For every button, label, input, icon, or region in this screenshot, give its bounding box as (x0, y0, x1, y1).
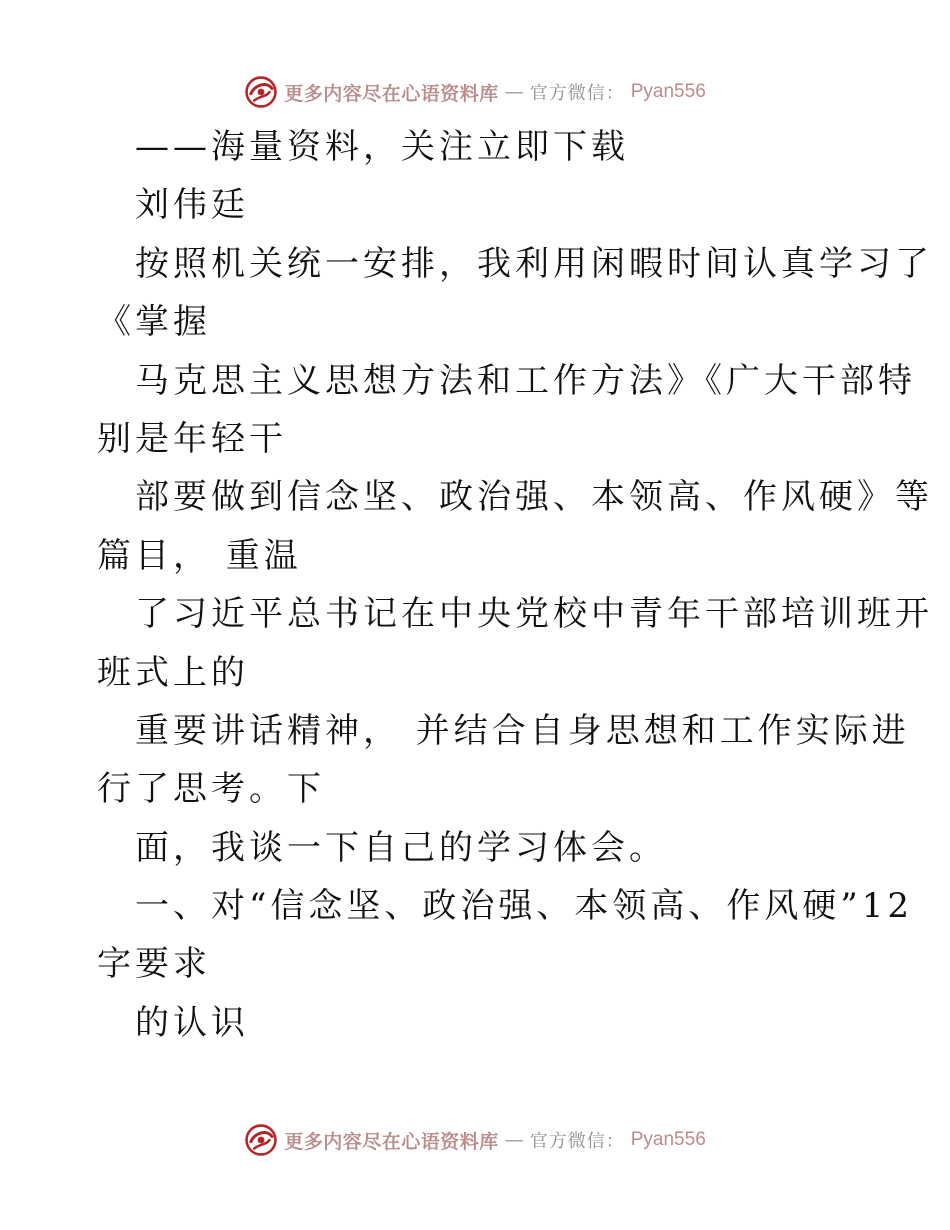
banner-wechat-id: Pyan556 (630, 1129, 706, 1150)
text-line: 刘伟廷 (135, 185, 249, 226)
header-watermark-banner (0, 70, 950, 114)
banner-main-text: 更多内容尽在心语资料库 (284, 1130, 499, 1153)
text-line: 班式上的 (97, 652, 249, 693)
banner-content (244, 75, 706, 109)
banner-wechat-label: 官方微信： (529, 83, 625, 104)
text-line: 《掌握 (97, 302, 211, 343)
banner-content (244, 1123, 706, 1157)
red-swirl-logo-icon (244, 1123, 278, 1157)
document-body (97, 118, 933, 1052)
text-line: ——海量资料，关注立即下载 (135, 127, 629, 167)
text-line: 马克思主义思想方法和工作方法》《广大干部特 (135, 360, 916, 401)
red-swirl-logo-icon (244, 75, 278, 109)
text-line: 了习近平总书记在中央党校中青年干部培训班开 (135, 594, 933, 635)
text-line: 字要求 (97, 944, 211, 985)
text-line: 行了思考。下 (97, 769, 325, 810)
text-line: 部要做到信念坚、政治强、本领高、作风硬》等 (135, 477, 933, 518)
banner-main-text: 更多内容尽在心语资料库 (284, 82, 499, 105)
footer-watermark-banner (0, 1118, 950, 1162)
text-line: 按照机关统一安排，我利用闲暇时间认真学习了 (135, 243, 933, 284)
text-line: 一、对“信念坚、政治强、本领高、作风硬”12 (135, 886, 914, 927)
text-line: 篇目， 重温 (97, 535, 302, 576)
banner-wechat-label: 官方微信： (529, 1131, 625, 1152)
text-line: 的认识 (135, 1002, 249, 1043)
banner-separator: — (504, 81, 524, 103)
text-line: 重要讲话精神， 并结合自身思想和工作实际进 (135, 710, 910, 751)
banner-wechat-id: Pyan556 (630, 81, 706, 102)
banner-separator: — (504, 1129, 524, 1151)
text-line: 别是年轻干 (97, 418, 287, 459)
text-line: 面，我谈一下自己的学习体会。 (135, 827, 667, 868)
